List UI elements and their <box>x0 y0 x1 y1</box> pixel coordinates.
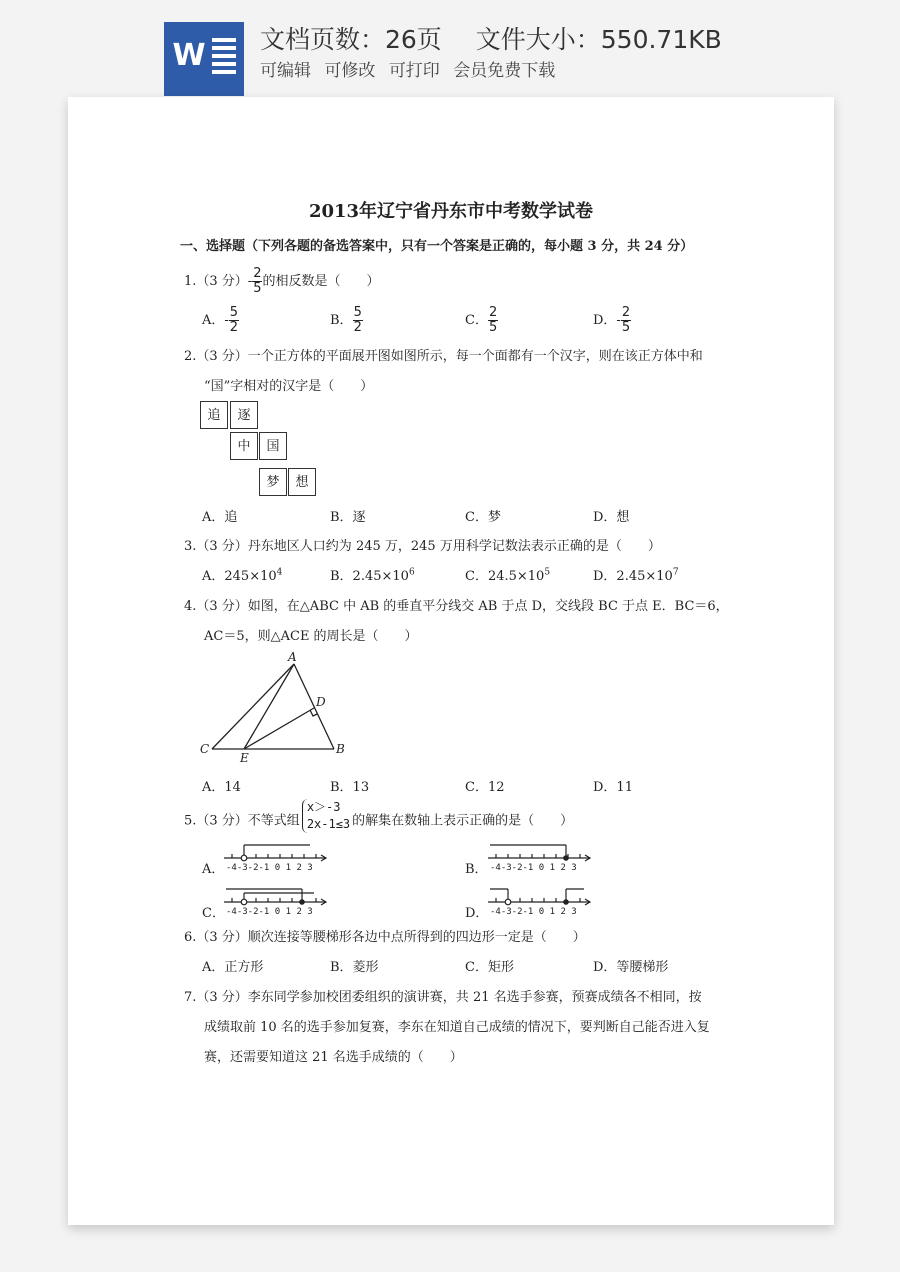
q3-option-b: B．$2.45\times 10^6$ <box>330 567 415 584</box>
q6-option-d: D．等腰梯形 <box>593 960 669 975</box>
document-page <box>68 97 834 1225</box>
question-7-line-1: 7.（3 分）李东同学参加校团委组织的演讲赛，共 21 名选手参赛，预赛成绩各不相同，按 <box>184 990 702 1005</box>
question-3: 3.（3 分）丹东地区人口约为 245 万，245 万用科学记数法表示正确的是（ ） <box>184 539 661 554</box>
word-doc-icon <box>164 22 244 96</box>
q5-prefix: 5.（3 分）不等式组 <box>184 813 300 829</box>
segment-ae <box>244 664 294 749</box>
number-line-a <box>222 840 334 874</box>
q6-option-b: B．菱形 <box>330 960 379 975</box>
number-line-d <box>486 884 598 918</box>
q4-option-d: D．11 <box>593 780 633 795</box>
header-banner <box>0 0 900 100</box>
closed-dot <box>563 899 569 905</box>
point-e-label: E <box>240 751 249 762</box>
q3-option-c: C．$24.5\times 10^5$ <box>465 567 551 584</box>
point-d-label: D <box>316 695 326 709</box>
axis-labels-d: -4-3-2-1 0 1 2 3 <box>490 907 577 917</box>
point-a-label: A <box>288 652 297 664</box>
point-c-label: C <box>200 742 210 756</box>
open-dot <box>241 855 247 861</box>
axis-labels-c: -4-3-2-1 0 1 2 3 <box>226 907 313 917</box>
question-6: 6.（3 分）顺次连接等腰梯形各边中点所得到的四边形一定是（ ） <box>184 930 586 945</box>
q4-option-c: C．12 <box>465 780 505 795</box>
closed-dot <box>299 899 305 905</box>
cube-net-figure <box>200 401 322 497</box>
q1-option-c: C． $\frac{2}{5}$ <box>465 305 498 335</box>
feature-member-download: 会员免费下载 <box>453 61 556 81</box>
q1-option-d: D．- $\frac{2}{5}$ <box>593 305 631 335</box>
q3-option-d: D．$2.45\times 10^7$ <box>593 567 679 584</box>
point-b-label: B <box>336 742 345 756</box>
triangle-figure <box>196 652 356 762</box>
open-dot <box>505 899 511 905</box>
q4-option-b: B．13 <box>330 780 370 795</box>
q2-option-d: D．想 <box>593 510 630 525</box>
side-ab <box>294 664 334 749</box>
side-ca <box>212 664 294 749</box>
feature-modifiable: 可修改 <box>324 61 376 81</box>
word-letter: W <box>172 38 206 73</box>
feature-list <box>260 56 563 82</box>
open-dot <box>241 899 247 905</box>
question-2-line-1: 2.（3 分）一个正方体的平面展开图如图所示，每一个面都有一个汉字，则在该正方体中和 <box>184 349 703 364</box>
net-cell-2: 逐 <box>230 401 258 429</box>
q5-suffix: 的解集在数轴上表示正确的是（ ） <box>352 813 574 829</box>
q6-option-a: A．正方形 <box>202 960 264 975</box>
feature-printable: 可打印 <box>388 61 440 81</box>
axis-labels-b: -4-3-2-1 0 1 2 3 <box>490 863 577 873</box>
question-2-line-2: “国”字相对的汉字是（ ） <box>204 379 374 394</box>
question-1 <box>184 267 380 296</box>
q1-prefix: 1.（3 分）- <box>184 274 253 289</box>
closed-dot <box>563 855 569 861</box>
net-cell-6: 想 <box>288 468 316 496</box>
question-7-line-3: 赛，还需要知道这 21 名选手成绩的（ ） <box>204 1050 463 1065</box>
q1-option-a: A．- $\frac{5}{2}$ <box>202 305 239 335</box>
word-lines-decoration <box>212 38 236 78</box>
net-cell-1: 追 <box>200 401 228 429</box>
q1-option-b: B． $\frac{5}{2}$ <box>330 305 362 335</box>
q4-option-a: A．14 <box>202 780 241 795</box>
perpendicular-bisector-ed <box>244 708 314 749</box>
inequality-system: x＞-3 2x-1≤3 <box>302 799 350 833</box>
file-info-line <box>260 20 748 56</box>
q5-option-c-label: C． <box>202 906 225 921</box>
feature-editable: 可编辑 <box>260 61 311 81</box>
q5-option-a-label: A． <box>202 862 225 877</box>
number-line-b <box>486 840 598 874</box>
question-4-line-2: AC＝5，则△ACE 的周长是（ ） <box>204 629 418 644</box>
number-line-c <box>222 884 334 918</box>
question-4-line-1: 4.（3 分）如图，在△ABC 中 AB 的垂直平分线交 AB 于点 D，交线段 BC 于点 E．BC＝6， <box>184 599 729 614</box>
document-title: 2013年辽宁省丹东市中考数学试卷 <box>308 201 594 222</box>
file-size: 文件大小：550.71KB <box>475 25 722 54</box>
net-cell-4: 国 <box>259 432 287 460</box>
page-count: 文档页数：26页 <box>260 25 442 54</box>
section-heading: 一、选择题（下列各题的备选答案中，只有一个答案是正确的，每小题 3 分，共 24 分） <box>180 239 694 254</box>
q6-option-c: C．矩形 <box>465 960 514 975</box>
axis-labels-a: -4-3-2-1 0 1 2 3 <box>226 863 313 873</box>
question-5 <box>184 800 574 833</box>
question-7-line-2: 成绩取前 10 名的选手参加复赛，李东在知道自己成绩的情况下，要判断自己能否进入复 <box>204 1020 710 1035</box>
q2-option-a: A．追 <box>202 510 238 525</box>
q2-option-b: B．逐 <box>330 510 366 525</box>
q5-option-b-label: B． <box>465 862 488 877</box>
net-cell-3: 中 <box>230 432 258 460</box>
q3-option-a: A．$245\times 10^4$ <box>202 567 283 584</box>
q1-fraction: $\frac{2}{5}$ <box>253 266 262 296</box>
net-cell-5: 梦 <box>259 468 287 496</box>
q1-suffix: 的相反数是（ ） <box>262 274 380 289</box>
q2-option-c: C．梦 <box>465 510 501 525</box>
q5-option-d-label: D． <box>465 906 489 921</box>
